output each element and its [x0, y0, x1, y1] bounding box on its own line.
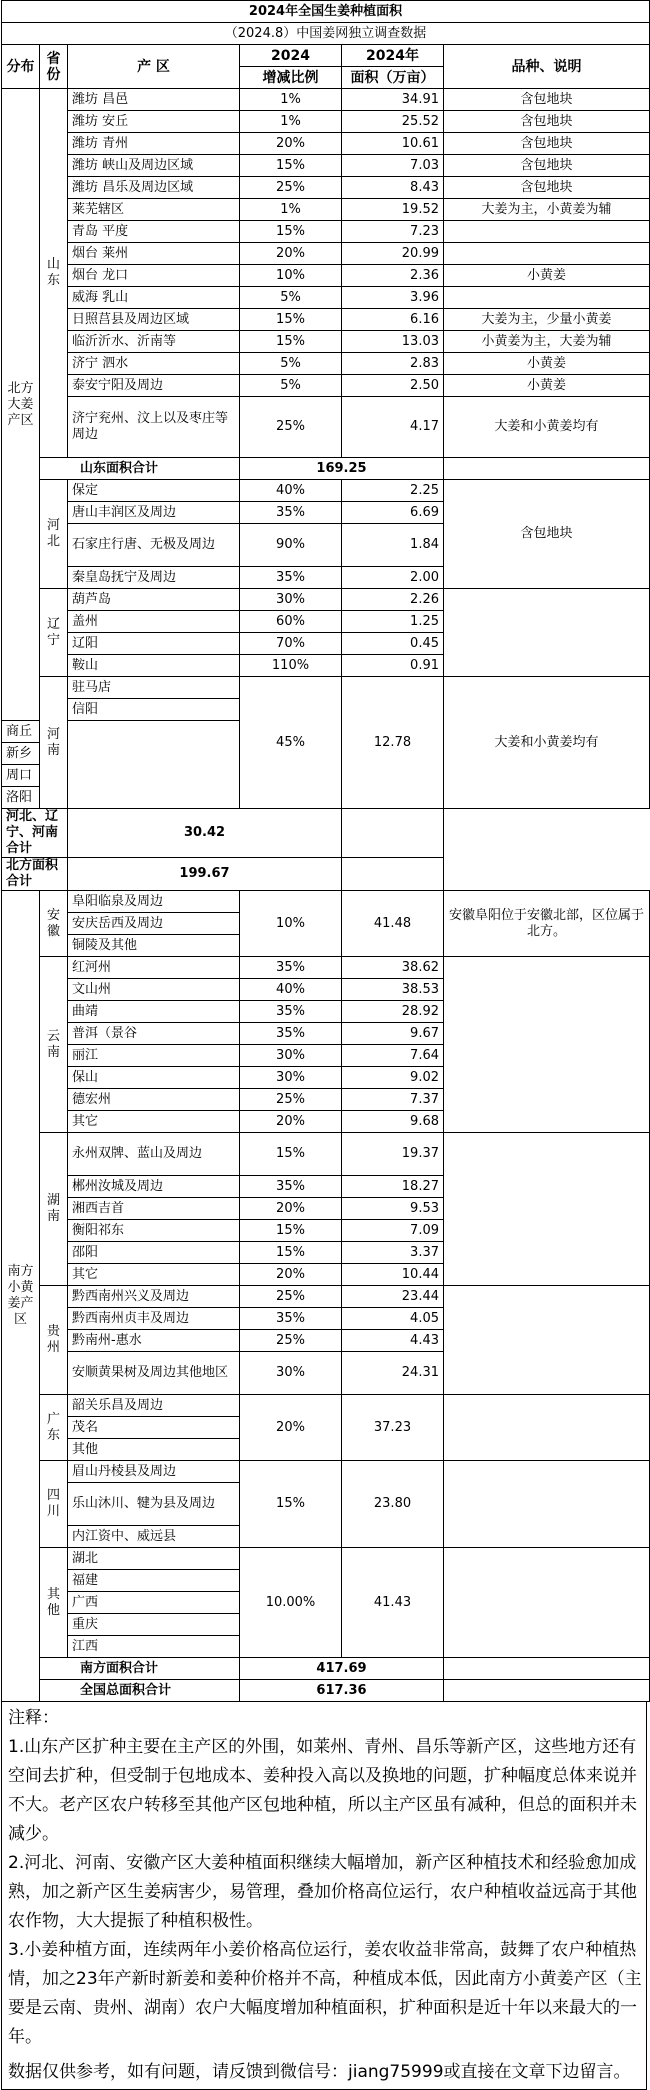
variety-note: 含包地块 — [444, 111, 650, 133]
table-row — [2, 331, 650, 353]
province-hunan: 湖南 — [40, 1133, 68, 1286]
area-name: 湖北 — [68, 1548, 240, 1570]
table-row — [2, 353, 650, 375]
acreage-value: 34.91 — [342, 89, 444, 111]
subtotal-row — [2, 809, 650, 858]
table-row — [2, 677, 650, 699]
variety-note: 小黄姜 — [444, 375, 650, 397]
change-value: 25% — [240, 1330, 342, 1352]
page — [1, 0, 649, 2090]
acreage-value: 19.37 — [342, 1133, 444, 1176]
acreage-value: 6.69 — [342, 502, 444, 524]
area-name: 潍坊 峡山及周边区域 — [68, 155, 240, 177]
variety-note: 小黄姜 — [444, 265, 650, 287]
area-name: 济宁 泗水 — [68, 353, 240, 375]
south-total-label: 南方面积合计 — [40, 1658, 240, 1680]
acreage-value: 2.26 — [342, 589, 444, 611]
area-name: 福建 — [68, 1570, 240, 1592]
change-value: 15% — [240, 1461, 342, 1548]
acreage-value: 1.25 — [342, 611, 444, 633]
acreage-value: 6.16 — [342, 309, 444, 331]
area-name: 阜阳临泉及周边 — [68, 891, 240, 913]
area-name: 其他 — [68, 1439, 240, 1461]
acreage-value: 20.99 — [342, 243, 444, 265]
change-value: 110% — [240, 655, 342, 677]
acreage-value: 8.43 — [342, 177, 444, 199]
change-value: 30% — [240, 1352, 342, 1395]
change-value: 90% — [240, 524, 342, 567]
table-row — [2, 133, 650, 155]
area-name: 石家庄行唐、无极及周边 — [68, 524, 240, 567]
table-row — [2, 891, 650, 913]
change-value: 5% — [240, 353, 342, 375]
area-name: 济宁兖州、汶上以及枣庄等周边 — [68, 397, 240, 458]
table-row — [2, 155, 650, 177]
variety-note — [444, 287, 650, 309]
south-total-value: 417.69 — [240, 1658, 444, 1680]
change-value: 15% — [240, 1242, 342, 1264]
area-name: 安庆岳西及周边 — [68, 913, 240, 935]
acreage-value: 4.43 — [342, 1330, 444, 1352]
acreage-value: 38.53 — [342, 979, 444, 1001]
header-province: 省份 — [40, 45, 68, 89]
change-value: 5% — [240, 287, 342, 309]
variety-note: 小黄姜 — [444, 353, 650, 375]
area-name: 周口 — [2, 765, 40, 787]
acreage-value: 7.64 — [342, 1045, 444, 1067]
acreage-value: 18.27 — [342, 1176, 444, 1198]
notes-heading: 注释： — [8, 1708, 59, 1728]
area-name: 烟台 莱州 — [68, 243, 240, 265]
subtotal-row — [2, 858, 650, 891]
change-value: 15% — [240, 155, 342, 177]
area-name: 衡阳祁东 — [68, 1220, 240, 1242]
notes-section — [1, 1702, 647, 2090]
acreage-value: 24.31 — [342, 1352, 444, 1395]
acreage-value: 0.45 — [342, 633, 444, 655]
header-change-year: 2024 — [240, 45, 342, 67]
area-name: 鞍山 — [68, 655, 240, 677]
acreage-value: 7.03 — [342, 155, 444, 177]
acreage-value: 9.53 — [342, 1198, 444, 1220]
acreage-value: 25.52 — [342, 111, 444, 133]
area-name: 葫芦岛 — [68, 589, 240, 611]
area-name: 广西 — [68, 1592, 240, 1614]
change-value: 1% — [240, 89, 342, 111]
table-subtitle: （2024.8）中国姜网独立调查数据 — [2, 23, 650, 45]
header-area: 产 区 — [68, 45, 240, 89]
area-name: 新乡 — [2, 743, 40, 765]
table-row — [2, 287, 650, 309]
change-value: 10% — [240, 265, 342, 287]
change-value: 1% — [240, 111, 342, 133]
area-name: 黔南州-惠水 — [68, 1330, 240, 1352]
variety-note: 含包地块 — [444, 480, 650, 589]
change-value: 20% — [240, 1111, 342, 1133]
hebei-liaoning-henan-total-label: 河北、辽宁、河南合计 — [2, 809, 68, 858]
variety-note: 大姜和小黄姜均有 — [444, 677, 650, 809]
subtotal-row — [2, 458, 650, 480]
table-row — [2, 480, 650, 502]
table-row — [2, 1133, 650, 1176]
variety-note — [444, 221, 650, 243]
area-name: 文山州 — [68, 979, 240, 1001]
area-name: 重庆 — [68, 1614, 240, 1636]
change-value: 35% — [240, 502, 342, 524]
area-name: 潍坊 青州 — [68, 133, 240, 155]
acreage-value: 2.00 — [342, 567, 444, 589]
area-name: 潍坊 安丘 — [68, 111, 240, 133]
change-value: 25% — [240, 177, 342, 199]
change-value: 35% — [240, 567, 342, 589]
acreage-value: 2.36 — [342, 265, 444, 287]
change-value: 25% — [240, 397, 342, 458]
table-row — [2, 199, 650, 221]
shandong-total-label: 山东面积合计 — [40, 458, 240, 480]
area-name: 泰安宁阳及周边 — [68, 375, 240, 397]
province-guizhou: 贵州 — [40, 1286, 68, 1395]
acreage-value: 19.52 — [342, 199, 444, 221]
acreage-value: 0.91 — [342, 655, 444, 677]
area-name: 黔西南州贞丰及周边 — [68, 1308, 240, 1330]
change-value: 40% — [240, 979, 342, 1001]
area-name: 郴州汝城及周边 — [68, 1176, 240, 1198]
province-anhui: 安徽 — [40, 891, 68, 957]
change-value: 15% — [240, 1220, 342, 1242]
change-value: 20% — [240, 133, 342, 155]
acreage-value: 10.61 — [342, 133, 444, 155]
area-name: 永州双牌、蓝山及周边 — [68, 1133, 240, 1176]
header-acreage: 面积（万亩） — [342, 67, 444, 89]
variety-note: 含包地块 — [444, 177, 650, 199]
header-variety: 品种、说明 — [444, 45, 650, 89]
acreage-value: 2.83 — [342, 353, 444, 375]
area-name: 黔西南州兴义及周边 — [68, 1286, 240, 1308]
acreage-value: 13.03 — [342, 331, 444, 353]
change-value: 45% — [240, 677, 342, 809]
change-value: 30% — [240, 589, 342, 611]
acreage-value: 9.68 — [342, 1111, 444, 1133]
table-row — [2, 397, 650, 458]
acreage-value: 3.96 — [342, 287, 444, 309]
table-row — [2, 1395, 650, 1417]
area-name: 信阳 — [68, 699, 240, 721]
acreage-value: 41.48 — [342, 891, 444, 957]
acreage-value: 9.67 — [342, 1023, 444, 1045]
change-value: 70% — [240, 633, 342, 655]
area-name: 其它 — [68, 1264, 240, 1286]
acreage-value: 2.25 — [342, 480, 444, 502]
change-value: 20% — [240, 1264, 342, 1286]
change-value: 35% — [240, 957, 342, 979]
acreage-value: 7.23 — [342, 221, 444, 243]
table-row — [2, 1461, 650, 1483]
area-name: 铜陵及其他 — [68, 935, 240, 957]
variety-note: 大姜为主，小黄姜为辅 — [444, 199, 650, 221]
acreage-value: 28.92 — [342, 1001, 444, 1023]
acreage-value: 12.78 — [342, 677, 444, 809]
region-north: 北方大姜产区 — [2, 89, 40, 721]
acreage-value: 41.43 — [342, 1548, 444, 1658]
acreage-value: 37.23 — [342, 1395, 444, 1461]
acreage-value: 38.62 — [342, 957, 444, 979]
variety-note: 含包地块 — [444, 133, 650, 155]
acreage-value: 9.02 — [342, 1067, 444, 1089]
area-name: 威海 乳山 — [68, 287, 240, 309]
province-guangdong: 广东 — [40, 1395, 68, 1461]
change-value: 30% — [240, 1067, 342, 1089]
province-liaoning: 辽宁 — [40, 589, 68, 677]
area-name: 秦皇岛抚宁及周边 — [68, 567, 240, 589]
acreage-value: 3.37 — [342, 1242, 444, 1264]
header-change: 增减比例 — [240, 67, 342, 89]
table-row — [2, 589, 650, 611]
variety-note: 大姜和小黄姜均有 — [444, 397, 650, 458]
change-value: 30% — [240, 1045, 342, 1067]
area-name: 盖州 — [68, 611, 240, 633]
area-name: 江西 — [68, 1636, 240, 1658]
area-name: 茂名 — [68, 1417, 240, 1439]
table-row — [2, 177, 650, 199]
area-name: 驻马店 — [68, 677, 240, 699]
header-distribution: 分布 — [2, 45, 40, 89]
change-value: 15% — [240, 331, 342, 353]
area-name: 潍坊 昌邑 — [68, 89, 240, 111]
province-shandong: 山东 — [40, 89, 68, 458]
table-row — [2, 375, 650, 397]
area-name: 红河州 — [68, 957, 240, 979]
region-south: 南方小黄姜产区 — [2, 891, 40, 1702]
hebei-liaoning-henan-total-value: 30.42 — [68, 809, 342, 858]
change-value: 35% — [240, 1023, 342, 1045]
area-name: 其它 — [68, 1111, 240, 1133]
province-hebei: 河北 — [40, 480, 68, 589]
note-item: 1.山东产区扩种主要在主产区的外围，如莱州、青州、昌乐等新产区，这些地方还有空间去扩种，但受制于包地成本、姜种投入高以及换地的问题，扩种幅度总体来说并不大。老产区农户转移至其他产区包地种植，所以主产区虽有减种，但总的面积并未减少。 — [8, 1737, 637, 1844]
north-total-value: 199.67 — [68, 858, 342, 891]
acreage-value: 7.09 — [342, 1220, 444, 1242]
ginger-acreage-table — [1, 0, 650, 1702]
area-name: 普洱（景谷 — [68, 1023, 240, 1045]
area-name: 辽阳 — [68, 633, 240, 655]
variety-note: 含包地块 — [444, 155, 650, 177]
change-value: 10.00% — [240, 1548, 342, 1658]
change-value: 25% — [240, 1286, 342, 1308]
area-name: 眉山丹棱县及周边 — [68, 1461, 240, 1483]
area-name: 安顺黄果树及周边其他地区 — [68, 1352, 240, 1395]
acreage-value: 2.50 — [342, 375, 444, 397]
area-name: 日照莒县及周边区域 — [68, 309, 240, 331]
area-name: 保定 — [68, 480, 240, 502]
area-name: 青岛 平度 — [68, 221, 240, 243]
variety-note — [444, 243, 650, 265]
area-name: 唐山丰润区及周边 — [68, 502, 240, 524]
area-name: 潍坊 昌乐及周边区域 — [68, 177, 240, 199]
change-value: 15% — [240, 221, 342, 243]
change-value: 35% — [240, 1308, 342, 1330]
variety-note: 大姜为主，少量小黄姜 — [444, 309, 650, 331]
table-title: 2024年全国生姜种植面积 — [2, 1, 650, 23]
area-name: 湘西吉首 — [68, 1198, 240, 1220]
table-row — [2, 221, 650, 243]
acreage-value: 1.84 — [342, 524, 444, 567]
variety-note: 小黄姜为主，大姜为辅 — [444, 331, 650, 353]
province-henan: 河南 — [40, 677, 68, 809]
table-row — [2, 243, 650, 265]
area-name: 洛阳 — [2, 787, 40, 809]
acreage-value: 7.37 — [342, 1089, 444, 1111]
area-name: 德宏州 — [68, 1089, 240, 1111]
variety-note: 含包地块 — [444, 89, 650, 111]
acreage-value: 23.44 — [342, 1286, 444, 1308]
change-value: 5% — [240, 375, 342, 397]
table-row — [2, 1548, 650, 1570]
note-item: 3.小姜种植方面，连续两年小姜价格高位运行，姜农收益非常高，鼓舞了农户种植热情，加之23年产新时新姜和姜种价格并不高，种植成本低，因此南方小黄姜产区（主要是云南、贵州、湖南）农户大幅度增加种植面积，扩种面积是近十年以来最大的一年。 — [8, 1940, 642, 2047]
table-row — [2, 89, 650, 111]
variety-note: 安徽阜阳位于安徽北部，区位属于北方。 — [444, 891, 650, 957]
table-row — [2, 111, 650, 133]
province-yunnan: 云南 — [40, 957, 68, 1133]
acreage-value: 23.80 — [342, 1461, 444, 1548]
area-name: 内江资中、威远县 — [68, 1526, 240, 1548]
table-row — [2, 309, 650, 331]
notes-footer: 数据仅供参考，如有问题，请反馈到微信号：jiang75999或直接在文章下边留言。 — [8, 2062, 631, 2082]
area-name: 保山 — [68, 1067, 240, 1089]
change-value: 15% — [240, 1133, 342, 1176]
area-name: 丽江 — [68, 1045, 240, 1067]
province-other: 其他 — [40, 1548, 68, 1658]
province-sichuan: 四川 — [40, 1461, 68, 1548]
change-value: 15% — [240, 309, 342, 331]
note-item: 2.河北、河南、安徽产区大姜种植面积继续大幅增加，新产区种植技术和经验愈加成熟，加之新产区生姜病害少，易管理，叠加价格高位运行，农户种植收益远高于其他农作物，大大提振了种植积极性。 — [8, 1853, 637, 1931]
area-name: 曲靖 — [68, 1001, 240, 1023]
table-row — [2, 957, 650, 979]
area-name: 莱芜辖区 — [68, 199, 240, 221]
area-name: 韶关乐昌及周边 — [68, 1395, 240, 1417]
subtotal-row — [2, 1680, 650, 1702]
acreage-value: 4.17 — [342, 397, 444, 458]
area-name: 烟台 龙口 — [68, 265, 240, 287]
change-value: 20% — [240, 1395, 342, 1461]
change-value: 35% — [240, 1001, 342, 1023]
change-value: 35% — [240, 1176, 342, 1198]
grand-total-label: 全国总面积合计 — [40, 1680, 240, 1702]
change-value: 1% — [240, 199, 342, 221]
area-name: 邵阳 — [68, 1242, 240, 1264]
area-name: 商丘 — [2, 721, 40, 743]
acreage-value: 4.05 — [342, 1308, 444, 1330]
north-total-label: 北方面积合计 — [2, 858, 68, 891]
area-name: 临沂沂水、沂南等 — [68, 331, 240, 353]
change-value: 20% — [240, 243, 342, 265]
area-name: 乐山沐川、犍为县及周边 — [68, 1483, 240, 1526]
header-acreage-year: 2024年 — [342, 45, 444, 67]
acreage-value: 10.44 — [342, 1264, 444, 1286]
change-value: 20% — [240, 1198, 342, 1220]
table-row — [2, 1286, 650, 1308]
table-row — [2, 265, 650, 287]
change-value: 25% — [240, 1089, 342, 1111]
change-value: 60% — [240, 611, 342, 633]
change-value: 40% — [240, 480, 342, 502]
change-value: 10% — [240, 891, 342, 957]
grand-total-value: 617.36 — [240, 1680, 444, 1702]
shandong-total-value: 169.25 — [240, 458, 444, 480]
subtotal-row — [2, 1658, 650, 1680]
